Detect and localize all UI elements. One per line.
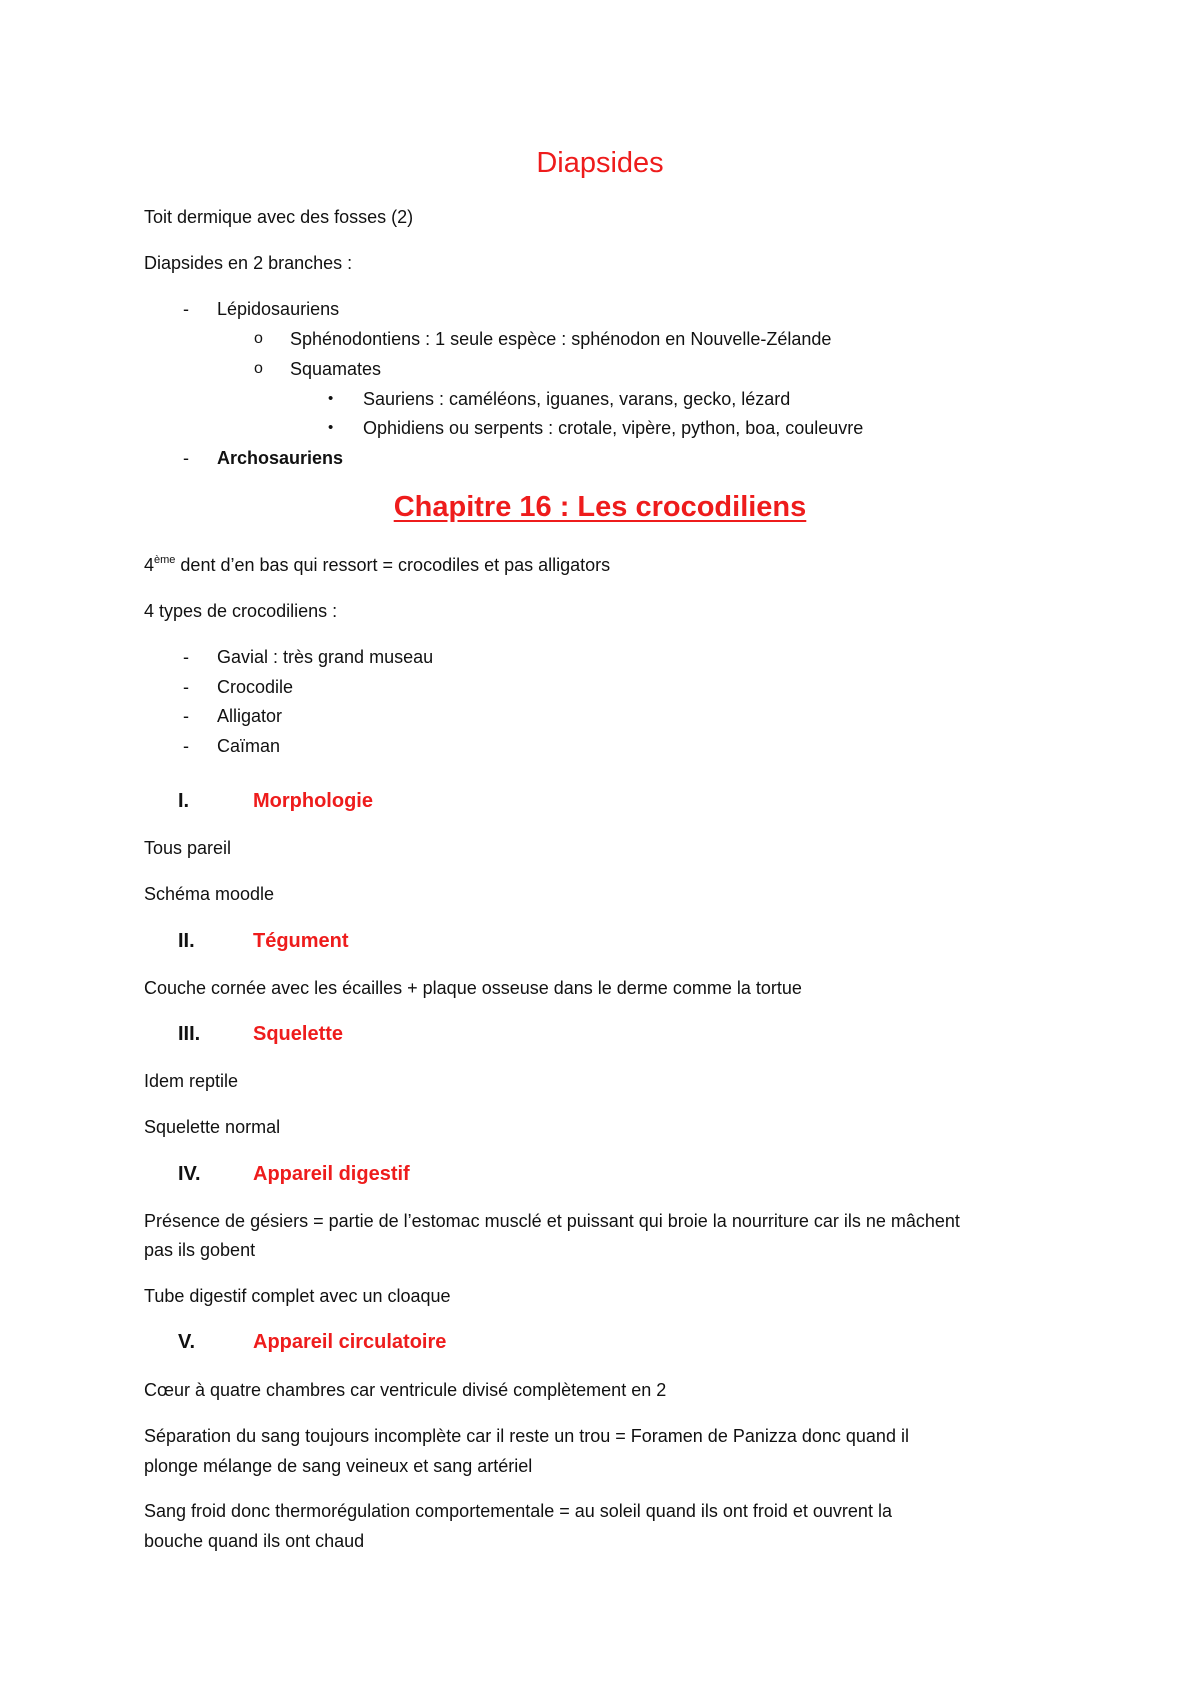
- paragraph: Toit dermique avec des fosses (2): [144, 207, 414, 227]
- paragraph: Sang froid donc thermorégulation comportementale = au soleil quand ils ont froid et ouvrent la: [144, 1501, 892, 1521]
- paragraph: [144, 550, 610, 580]
- section-number: IV.: [178, 1163, 201, 1185]
- circle-marker: o: [254, 330, 263, 347]
- list-item: Caïman: [217, 736, 281, 756]
- paragraph: 4 types de crocodiliens :: [144, 601, 338, 621]
- list-item: Alligator: [217, 706, 283, 726]
- list-item: Squamates: [290, 359, 382, 379]
- paragraph: Tous pareil: [144, 838, 232, 858]
- bullet-marker: •: [328, 419, 334, 436]
- paragraph: Schéma moodle: [144, 884, 275, 904]
- list-item: Sauriens : caméléons, iguanes, varans, gecko, lézard: [363, 389, 791, 409]
- section-number: III.: [178, 1023, 201, 1045]
- list-item: Lépidosauriens: [217, 299, 340, 319]
- page-title: Diapsides: [536, 147, 664, 179]
- list-item: Crocodile: [217, 677, 294, 697]
- list-item: Ophidiens ou serpents : crotale, vipère, python, boa, couleuvre: [363, 418, 864, 438]
- section-number: I.: [178, 790, 190, 812]
- list-item: Sphénodontiens : 1 seule espèce : sphénodon en Nouvelle-Zélande: [290, 329, 832, 349]
- section-heading: Squelette: [253, 1023, 344, 1045]
- section-heading: Appareil circulatoire: [253, 1331, 447, 1353]
- chapter-heading: Chapitre 16 : Les crocodiliens: [393, 491, 807, 523]
- list-item: Gavial : très grand museau: [217, 647, 434, 667]
- dash-marker: -: [183, 677, 189, 697]
- circle-marker: o: [254, 360, 263, 377]
- paragraph: Séparation du sang toujours incomplète car il reste un trou = Foramen de Panizza donc quand il: [144, 1426, 909, 1446]
- tooth-text: dent d’en bas qui ressort = crocodiles et pas alligators: [175, 555, 611, 575]
- paragraph: Couche cornée avec les écailles + plaque osseuse dans le derme comme la tortue: [144, 978, 802, 998]
- section-number: II.: [178, 930, 195, 952]
- list-item: Archosauriens: [217, 448, 344, 468]
- section-heading: Appareil digestif: [253, 1163, 410, 1185]
- section-number: V.: [178, 1331, 196, 1353]
- dash-marker: -: [183, 299, 189, 319]
- paragraph: Idem reptile: [144, 1071, 239, 1091]
- paragraph: Cœur à quatre chambres car ventricule divisé complètement en 2: [144, 1380, 667, 1400]
- paragraph: Squelette normal: [144, 1117, 281, 1137]
- paragraph: Tube digestif complet avec un cloaque: [144, 1286, 451, 1306]
- paragraph: bouche quand ils ont chaud: [144, 1531, 365, 1551]
- paragraph: Diapsides en 2 branches :: [144, 253, 353, 273]
- section-heading: Tégument: [253, 930, 349, 952]
- superscript: ème: [154, 554, 176, 566]
- section-heading: Morphologie: [253, 790, 373, 812]
- dash-marker: -: [183, 736, 189, 756]
- paragraph: Présence de gésiers = partie de l’estomac musclé et puissant qui broie la nourriture car ils ne mâchent: [144, 1211, 960, 1231]
- paragraph: plonge mélange de sang veineux et sang artériel: [144, 1456, 533, 1476]
- tooth-number: 4: [144, 555, 155, 575]
- dash-marker: -: [183, 448, 189, 468]
- paragraph: pas ils gobent: [144, 1240, 256, 1260]
- bullet-marker: •: [328, 390, 334, 407]
- dash-marker: -: [183, 706, 189, 726]
- dash-marker: -: [183, 647, 189, 667]
